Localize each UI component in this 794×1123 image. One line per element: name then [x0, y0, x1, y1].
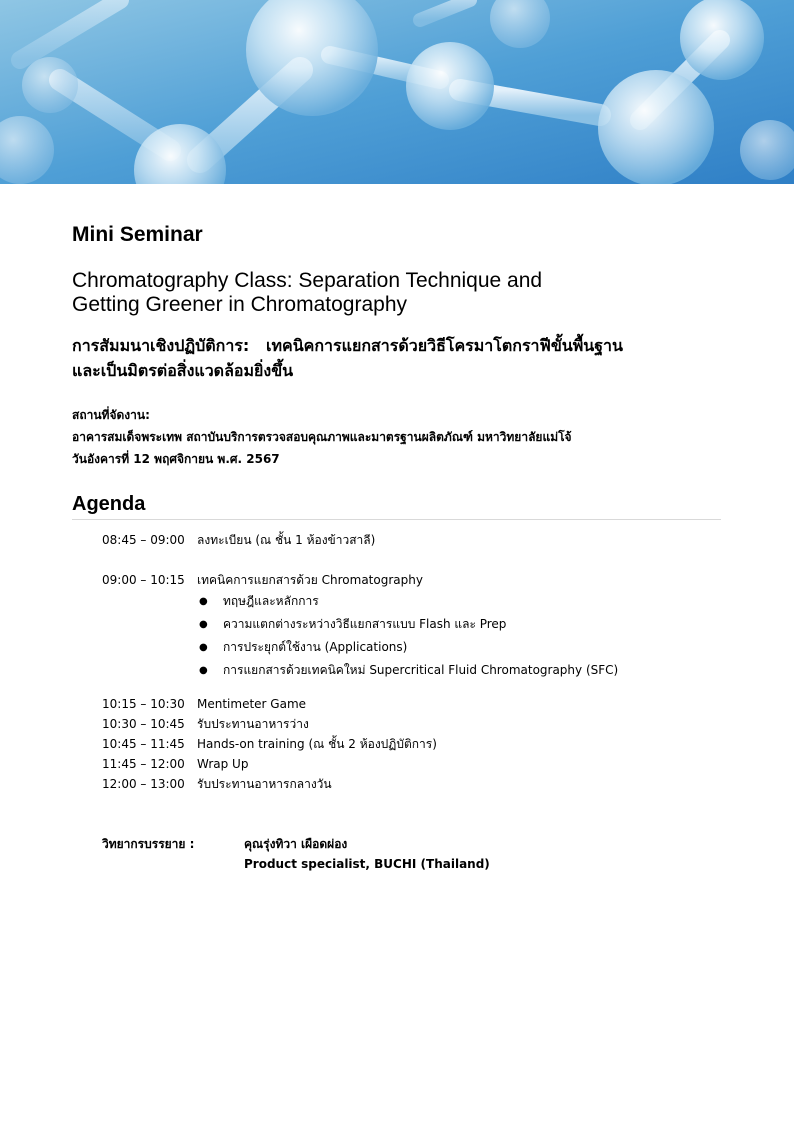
agenda-subitem: ● ทฤษฎีและหลักการ	[197, 590, 722, 613]
speaker-label: วิทยากรบรรยาย :	[102, 837, 195, 851]
agenda-time: 08:45 – 09:00	[102, 533, 185, 547]
speaker-details	[244, 834, 490, 874]
document-body	[72, 222, 722, 874]
agenda-item	[102, 774, 722, 794]
agenda-item	[102, 714, 722, 734]
seminar-type-heading: Mini Seminar	[72, 223, 203, 246]
bullet-icon: ●	[199, 642, 208, 653]
agenda-activity: Mentimeter Game	[197, 697, 307, 711]
agenda-time: 12:00 – 13:00	[102, 777, 185, 791]
seminar-title-thai: การสัมมนาเชิงปฏิบัติการ: เทคนิคการแยกสารด้วยวิธีโครมาโตกราฟีขั้นพื้นฐาน และเป็นมิตรต่อสิ่งแวดล้อมยิ่งขึ้น	[72, 336, 623, 380]
bullet-icon: ●	[199, 619, 208, 630]
agenda-activity: ลงทะเบียน (ณ ชั้น 1 ห้องข้าวสาลี)	[197, 533, 376, 547]
agenda-activity: เทคนิคการแยกสารด้วย Chromatography	[197, 573, 423, 587]
agenda-heading: Agenda	[72, 492, 721, 520]
agenda-activity: Wrap Up	[197, 757, 249, 771]
agenda-subitem-list	[102, 590, 722, 682]
agenda-list	[72, 530, 722, 794]
agenda-activity: รับประทานอาหารว่าง	[197, 717, 309, 731]
agenda-item	[102, 570, 722, 590]
agenda-item	[102, 734, 722, 754]
agenda-time: 10:15 – 10:30	[102, 697, 185, 711]
agenda-time: 10:45 – 11:45	[102, 737, 185, 751]
event-date: วันอังคารที่ 12 พฤศจิกายน พ.ศ. 2567	[72, 452, 280, 466]
agenda-activity: Hands-on training (ณ ชั้น 2 ห้องปฏิบัติการ)	[197, 737, 437, 751]
agenda-time: 09:00 – 10:15	[102, 573, 185, 587]
bullet-icon: ●	[199, 665, 208, 676]
agenda-item	[102, 754, 722, 774]
speaker-role: Product specialist, BUCHI (Thailand)	[244, 857, 490, 871]
agenda-activity: รับประทานอาหารกลางวัน	[197, 777, 332, 791]
agenda-item	[102, 694, 722, 714]
speaker-name: คุณรุ่งทิวา เผือดผ่อง	[244, 837, 348, 851]
venue-label: สถานที่จัดงาน:	[72, 408, 150, 422]
bullet-icon: ●	[199, 596, 208, 607]
agenda-item	[102, 530, 722, 550]
agenda-subitem: ● การแยกสารด้วยเทคนิคใหม่ Supercritical Fluid Chromatography (SFC)	[197, 659, 722, 682]
agenda-time: 11:45 – 12:00	[102, 757, 185, 771]
agenda-time: 10:30 – 10:45	[102, 717, 185, 731]
molecule-banner-image	[0, 0, 794, 184]
agenda-subitem: ● ความแตกต่างระหว่างวิธีแยกสารแบบ Flash และ Prep	[197, 613, 722, 636]
header-banner	[0, 0, 794, 184]
seminar-title-english: Chromatography Class: Separation Technique and Getting Greener in Chromatography	[72, 269, 543, 316]
speaker-section	[72, 834, 722, 874]
venue-section	[72, 404, 722, 470]
agenda-subitem: ● การประยุกต์ใช้งาน (Applications)	[197, 636, 722, 659]
venue-location: อาคารสมเด็จพระเทพ สถาบันบริการตรวจสอบคุณภาพและมาตรฐานผลิตภัณฑ์ มหาวิทยาลัยแม่โจ้	[72, 430, 572, 444]
